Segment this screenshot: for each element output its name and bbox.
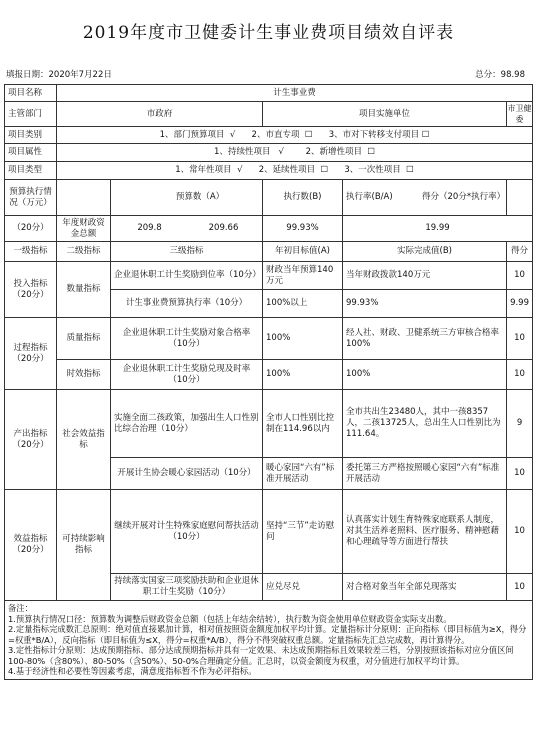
note-item: 4.基于经济性和必要性等因素考虑，满意度指标暂不作为必评指标。 [8, 666, 257, 676]
score-cell: 9 [507, 390, 533, 458]
level3-cell: 实施全面二孩政策，加强出生人口性别比综合治理（10分） [111, 390, 263, 458]
budget-label: 预算执行情况（万元） [5, 180, 57, 216]
table-row [5, 360, 533, 390]
total-score: 总分：98.98 [475, 70, 525, 80]
level3-cell: 企业退休职工计生奖励到位率（10分） [111, 262, 263, 290]
category-label: 项目类别 [5, 127, 57, 144]
attribute-label: 项目属性 [5, 144, 57, 162]
target-cell: 100% [263, 318, 343, 360]
budget-score: 19.99 [343, 216, 533, 242]
level2-sustain: 可持续影响指标 [57, 490, 111, 601]
table-row [5, 318, 533, 360]
group-effect: 效益指标（20分） [5, 490, 57, 601]
actual-cell: 委托第三方严格按照暖心家园“六有”标准开展活动 [343, 458, 507, 490]
level3-cell: 持续落实国家三项奖励扶助和企业退休职工计生奖励（10分） [111, 574, 263, 601]
score-cell: 10 [507, 262, 533, 290]
budget-col-score: 得分（20分*执行率） [422, 192, 506, 202]
budget-col-rate-and-score [343, 180, 507, 216]
actual-cell: 99.93% [343, 290, 507, 318]
target-cell: 财政当年预算140万元 [263, 262, 343, 290]
target-cell: 暖心家园“六有”标准开展活动 [263, 458, 343, 490]
score-cell: 10 [507, 458, 533, 490]
table-row [5, 390, 533, 458]
actual-cell: 认真落实计划生育特殊家庭联系人制度，对其生活养老照料、医疗服务、精神慰藉和心理疏导等方面进行帮扶 [343, 490, 507, 574]
exec-amount: 209.66 [208, 223, 239, 233]
level2-quality: 质量指标 [57, 318, 111, 360]
budget-row-label: 年度财政资金总额 [57, 216, 111, 242]
actual-cell: 100% [343, 360, 507, 390]
note-item: 2.定量指标完成数汇总原则：绝对值直接累加计算，相对值按照资金额度加权平均计算。定量指标计分原则：正向指标（即目标值为≥X，得分=权重*B/A），反向指标（即目标值为≤X，得分=权重*A/B），得分不得突破权重总额。定量指标先汇总完成数，再计算得分。 [8, 624, 527, 645]
level3-cell: 企业退休职工计生奖励对象合格率（10分） [111, 318, 263, 360]
hdr-level3: 三级指标 [111, 242, 263, 262]
level2-timeliness: 时效指标 [57, 360, 111, 390]
budget-amount: 209.8 [137, 223, 162, 233]
budget-col-rate: 执行率(B/A) [346, 192, 393, 202]
hdr-level1: 一级指标 [5, 242, 57, 262]
score-cell: 10 [507, 574, 533, 601]
type-options: 1、常年性项目 √ 2、延续性项目 ☐ 3、一次性项目 ☐ [57, 162, 533, 180]
target-cell: 应兑尽兑 [263, 574, 343, 601]
hdr-actual: 实际完成值(B) [343, 242, 507, 262]
attribute-options: 1、持续性项目 √ 2、新增性项目 ☐ [57, 144, 533, 162]
table-row [5, 490, 533, 574]
notes-row [5, 601, 533, 680]
project-name-label: 项目名称 [5, 85, 57, 102]
evaluation-table [4, 84, 533, 680]
actual-cell: 当年财政拨款140万元 [343, 262, 507, 290]
level3-cell: 开展计生协会暖心家园活动（10分） [111, 458, 263, 490]
target-cell: 100%以上 [263, 290, 343, 318]
form-title: 2019年度市卫健委计生事业费项目绩效自评表 [82, 23, 455, 43]
note-item: 1.预算执行情况口径：预算数为调整后财政资金总额（包括上年结余结转），执行数为资金使用单位财政资金实际支出数。 [8, 613, 452, 624]
category-options: 1、部门预算项目 √ 2、市直专项 ☐ 3、市对下转移支付项目 ☐ [57, 127, 533, 144]
dept-label: 主管部门 [5, 102, 57, 127]
notes-title: 备注： [8, 603, 33, 613]
level2-social: 社会效益指标 [57, 390, 111, 490]
target-cell: 全市人口性别比控制在114.96以内 [263, 390, 343, 458]
score-cell: 10 [507, 318, 533, 360]
type-label: 项目类型 [5, 162, 57, 180]
project-name-value: 计生事业费 [57, 85, 533, 102]
score-cell: 10 [507, 360, 533, 390]
actual-cell: 经人社、财政、卫健系统三方审核合格率100% [343, 318, 507, 360]
group-output: 产出指标（20分） [5, 390, 57, 490]
score-cell: 9.99 [507, 290, 533, 318]
level3-cell: 计生事业费预算执行率（10分） [111, 290, 263, 318]
group-process: 过程指标（20分） [5, 318, 57, 390]
actual-cell: 全市共出生23480人，其中一孩8357人，二孩13725人，总出生人口性别比为111.64。 [343, 390, 507, 458]
level3-cell: 继续开展对计生特殊家庭慰问帮扶活动（10分） [111, 490, 263, 574]
budget-value [111, 216, 263, 242]
impl-unit-label: 项目实施单位 [263, 102, 507, 127]
target-cell: 坚持“三节”走访慰问 [263, 490, 343, 574]
note-item: 3.定性指标计分原则：达成预期指标、部分达成预期指标并具有一定效果、未达成预期指标且效果较差三档，分别按照该指标对应分值区间100-80%（含80%）、80-50%（含50%）、50-0%合理确定分值。汇总时，以资金额度为权重，对分值进行加权平均计算。 [8, 645, 514, 666]
dept-value: 市政府 [57, 102, 263, 127]
budget-col-budget: 预算数（A） [111, 180, 263, 216]
level2-quantity: 数量指标 [57, 262, 111, 318]
score-cell: 10 [507, 490, 533, 574]
fill-date: 填报日期：2020年7月22日 [6, 70, 112, 80]
notes [5, 601, 533, 680]
budget-score-weight: （20分） [5, 216, 57, 242]
group-input: 投入指标（20分） [5, 262, 57, 318]
table-row [5, 262, 533, 290]
budget-col-exec: 执行数(B) [263, 180, 343, 216]
hdr-level2: 二级指标 [57, 242, 111, 262]
target-cell: 100% [263, 360, 343, 390]
exec-rate: 99.93% [263, 216, 343, 242]
level3-cell: 企业退休职工计生奖励兑现及时率（10分） [111, 360, 263, 390]
hdr-score: 得分 [507, 242, 533, 262]
hdr-target: 年初目标值(A) [263, 242, 343, 262]
actual-cell: 对合格对象当年全部兑现落实 [343, 574, 507, 601]
impl-unit-value: 市卫健委 [507, 102, 533, 127]
